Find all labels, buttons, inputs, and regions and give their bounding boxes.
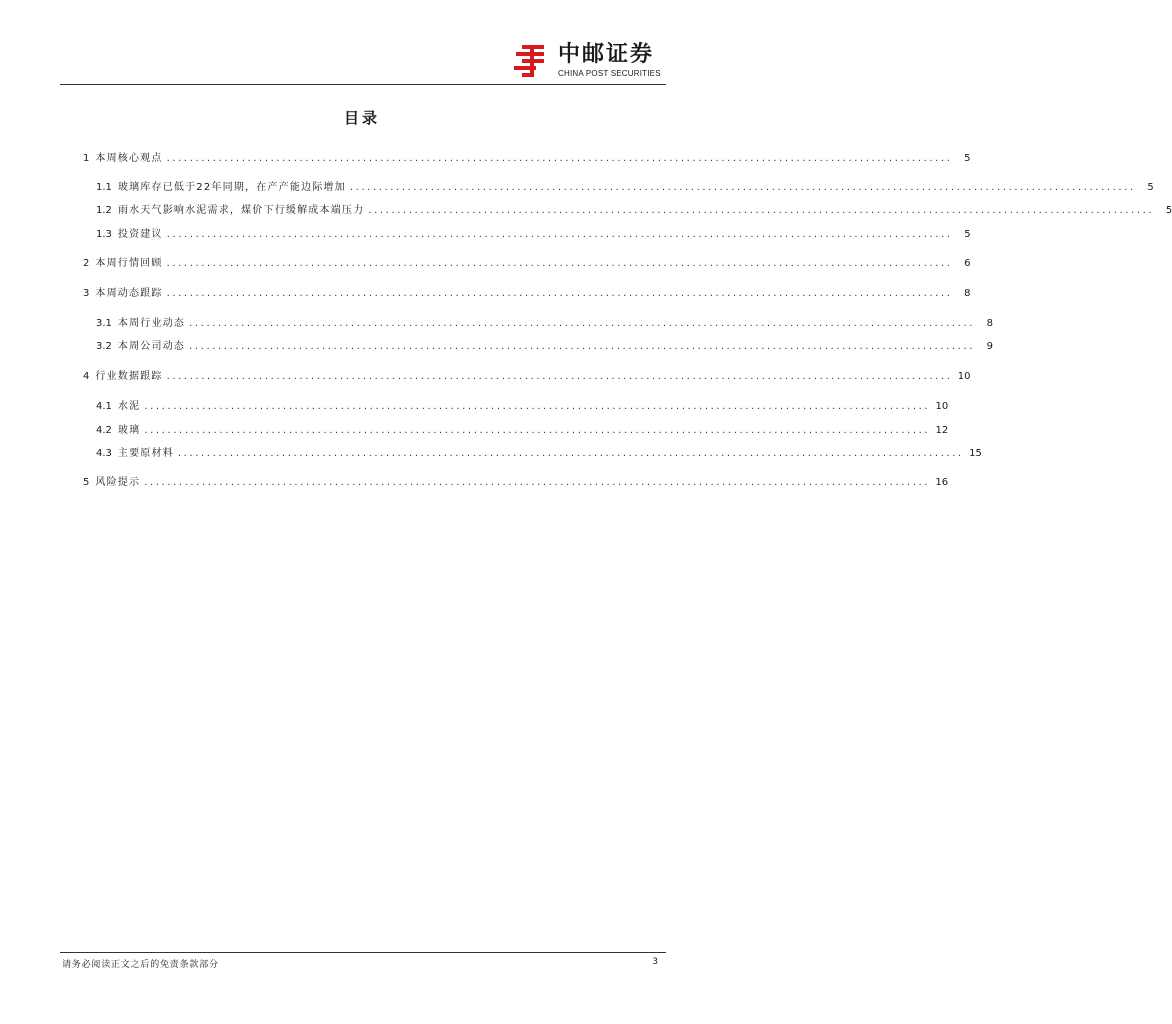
toc-entry-page: 10 [957,371,971,382]
toc-dot-leader: ........................................................................................................................................ [144,401,931,412]
header-divider [60,84,666,85]
toc-entry-text: 水泥 [117,401,141,412]
toc-entry[interactable] [83,287,971,301]
toc-entry[interactable] [83,370,971,384]
toc-entry-page: 5 [1165,205,1172,216]
footer-disclaimer-note: 请务必阅读正文之后的免责条款部分 [62,960,219,970]
toc-entry-page: 10 [935,401,949,412]
toc-entry[interactable] [83,257,971,271]
toc-dot-leader: ........................................................................................................................................ [144,477,931,488]
toc-entry-number: 2 [83,258,90,269]
logo-chinese-name: 中邮证券 [558,42,655,67]
toc-entry-page: 12 [935,425,949,436]
footer-page-number: 3 [652,957,658,967]
toc-entry-number: 4.1 [96,401,112,412]
footer-divider [60,952,666,953]
toc-entry-number: 3 [83,288,90,299]
toc-entry-number: 3.1 [96,318,112,329]
toc-entry-text: 本周行业动态 [117,318,186,329]
toc-entry-number: 1.3 [96,229,112,240]
toc-entry[interactable] [96,228,971,242]
toc-title: 目录 [343,109,380,127]
toc-entry[interactable] [96,447,982,461]
toc-entry-page: 5 [964,229,971,240]
toc-entry-text: 投资建议 [117,229,163,240]
toc-dot-leader: ........................................................................................................................................ [166,153,953,164]
company-logo [512,42,672,82]
toc-dot-leader: ........................................................................................................................................ [144,425,931,436]
logo-english-name: CHINA POST SECURITIES [558,69,661,78]
toc-dot-leader: ........................................................................................................................................ [166,258,953,269]
toc-entry-text: 风险提示 [95,477,141,488]
toc-entry-text: 玻璃库存已低于22年同期，在产产能边际增加 [117,182,346,193]
toc-dot-leader: ........................................................................................................................................ [166,229,953,240]
toc-dot-leader: ........................................................................................................................................ [368,205,1155,216]
toc-dot-leader: ........................................................................................................................................ [189,341,976,352]
toc-dot-leader: ........................................................................................................................................ [349,182,1136,193]
toc-entry-page: 8 [986,318,994,329]
toc-dot-leader: ........................................................................................................................................ [166,371,953,382]
toc-entry-text: 行业数据跟踪 [95,371,163,382]
toc-dot-leader: ........................................................................................................................................ [166,288,953,299]
toc-entry-number: 4 [83,371,90,382]
toc-dot-leader: ........................................................................................................................................ [177,448,964,459]
toc-entry[interactable] [96,340,994,354]
toc-entry-page: 5 [964,153,971,164]
toc-entry-page: 15 [969,448,982,459]
toc-entry-number: 1 [83,153,90,164]
toc-entry[interactable] [96,424,949,438]
toc-entry-text: 本周核心观点 [95,153,163,164]
toc-entry[interactable] [96,181,1154,195]
toc-entry[interactable] [83,152,971,166]
toc-entry-number: 3.2 [96,341,112,352]
toc-entry[interactable] [96,400,949,414]
toc-entry-page: 6 [964,258,971,269]
toc-entry-page: 5 [1147,182,1154,193]
toc-entry-text: 本周行情回顾 [95,258,163,269]
toc-entry-page: 9 [986,341,994,352]
china-post-logo-icon [512,42,550,80]
toc-entry-number: 1.1 [96,182,112,193]
toc-entry[interactable] [83,476,949,490]
toc-entry-text: 本周公司动态 [117,341,186,352]
toc-entry-number: 4.3 [96,448,112,459]
toc-entry-page: 8 [964,288,971,299]
toc-entry-text: 本周动态跟踪 [95,288,163,299]
toc-entry-text: 主要原材料 [117,448,174,459]
toc-entry[interactable] [96,317,994,331]
toc-entry-number: 1.2 [96,205,112,216]
toc-entry-text: 雨水天气影响水泥需求，煤价下行缓解成本端压力 [117,205,365,216]
toc-dot-leader: ........................................................................................................................................ [189,318,976,329]
toc-entry-number: 5 [83,477,90,488]
toc-entry[interactable] [96,204,1172,218]
toc-entry-text: 玻璃 [117,425,141,436]
toc-entry-page: 16 [935,477,949,488]
toc-entry-number: 4.2 [96,425,112,436]
